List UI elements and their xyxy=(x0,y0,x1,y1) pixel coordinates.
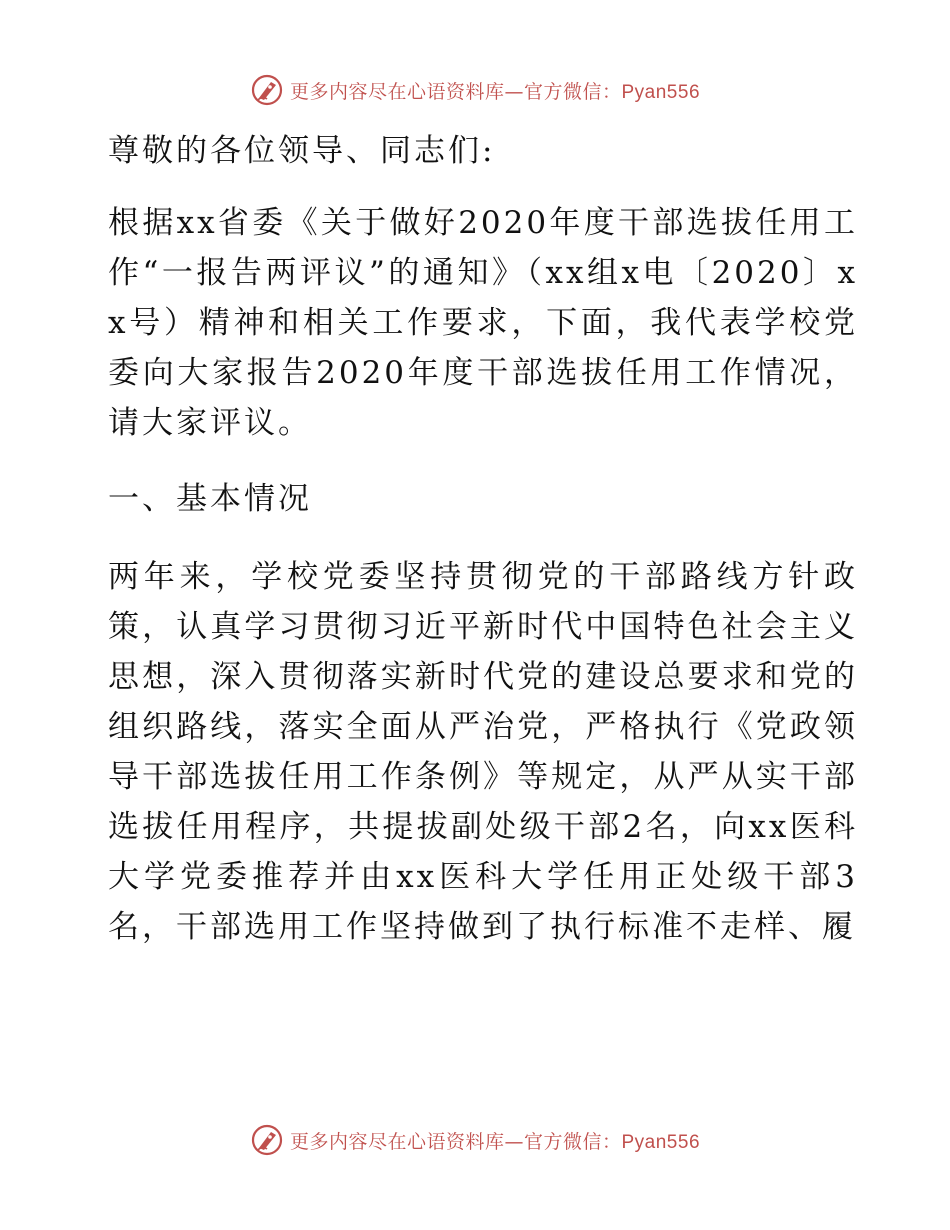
watermark-wechat-id: Pyan556 xyxy=(621,1131,701,1153)
document-body xyxy=(98,122,858,952)
section-heading: 一、基本情况 xyxy=(108,481,312,517)
footer-watermark xyxy=(0,1120,950,1160)
watermark-text: 更多内容尽在心语资料库—官方微信：Pyan556 xyxy=(289,1130,701,1153)
intro-paragraph: 根据xx省委《关于做好2020年度干部选拔任用工作“一报告两评议”的通知》（xx组x电〔2020〕xx号）精神和相关工作要求，下面，我代表学校党委向大家报告2020年度干部选拔任用工作情况，请大家评议。 xyxy=(108,205,858,441)
basic-situation-paragraph: 两年来，学校党委坚持贯彻党的干部路线方针政策，认真学习贯彻习近平新时代中国特色社会主义思想，深入贯彻落实新时代党的建设总要求和党的组织路线，落实全面从严治党，严格执行《党政领导干部选拔任用工作条例》等规定，从严从实干部选拔任用程序，共提拔副处级干部2名，向xx医科大学党委推荐并由xx医科大学任用正处级干部3名，干部选用工作坚持做到了执行标准不走样、履 xyxy=(108,559,858,945)
watermark-text: 更多内容尽在心语资料库—官方微信：Pyan556 xyxy=(289,80,701,103)
header-watermark xyxy=(0,70,950,110)
greeting: 尊敬的各位领导、同志们: xyxy=(108,133,496,169)
watermark-wechat-id: Pyan556 xyxy=(621,81,701,103)
pen-nib-logo-icon xyxy=(250,1123,284,1157)
pen-nib-logo-icon xyxy=(250,73,284,107)
